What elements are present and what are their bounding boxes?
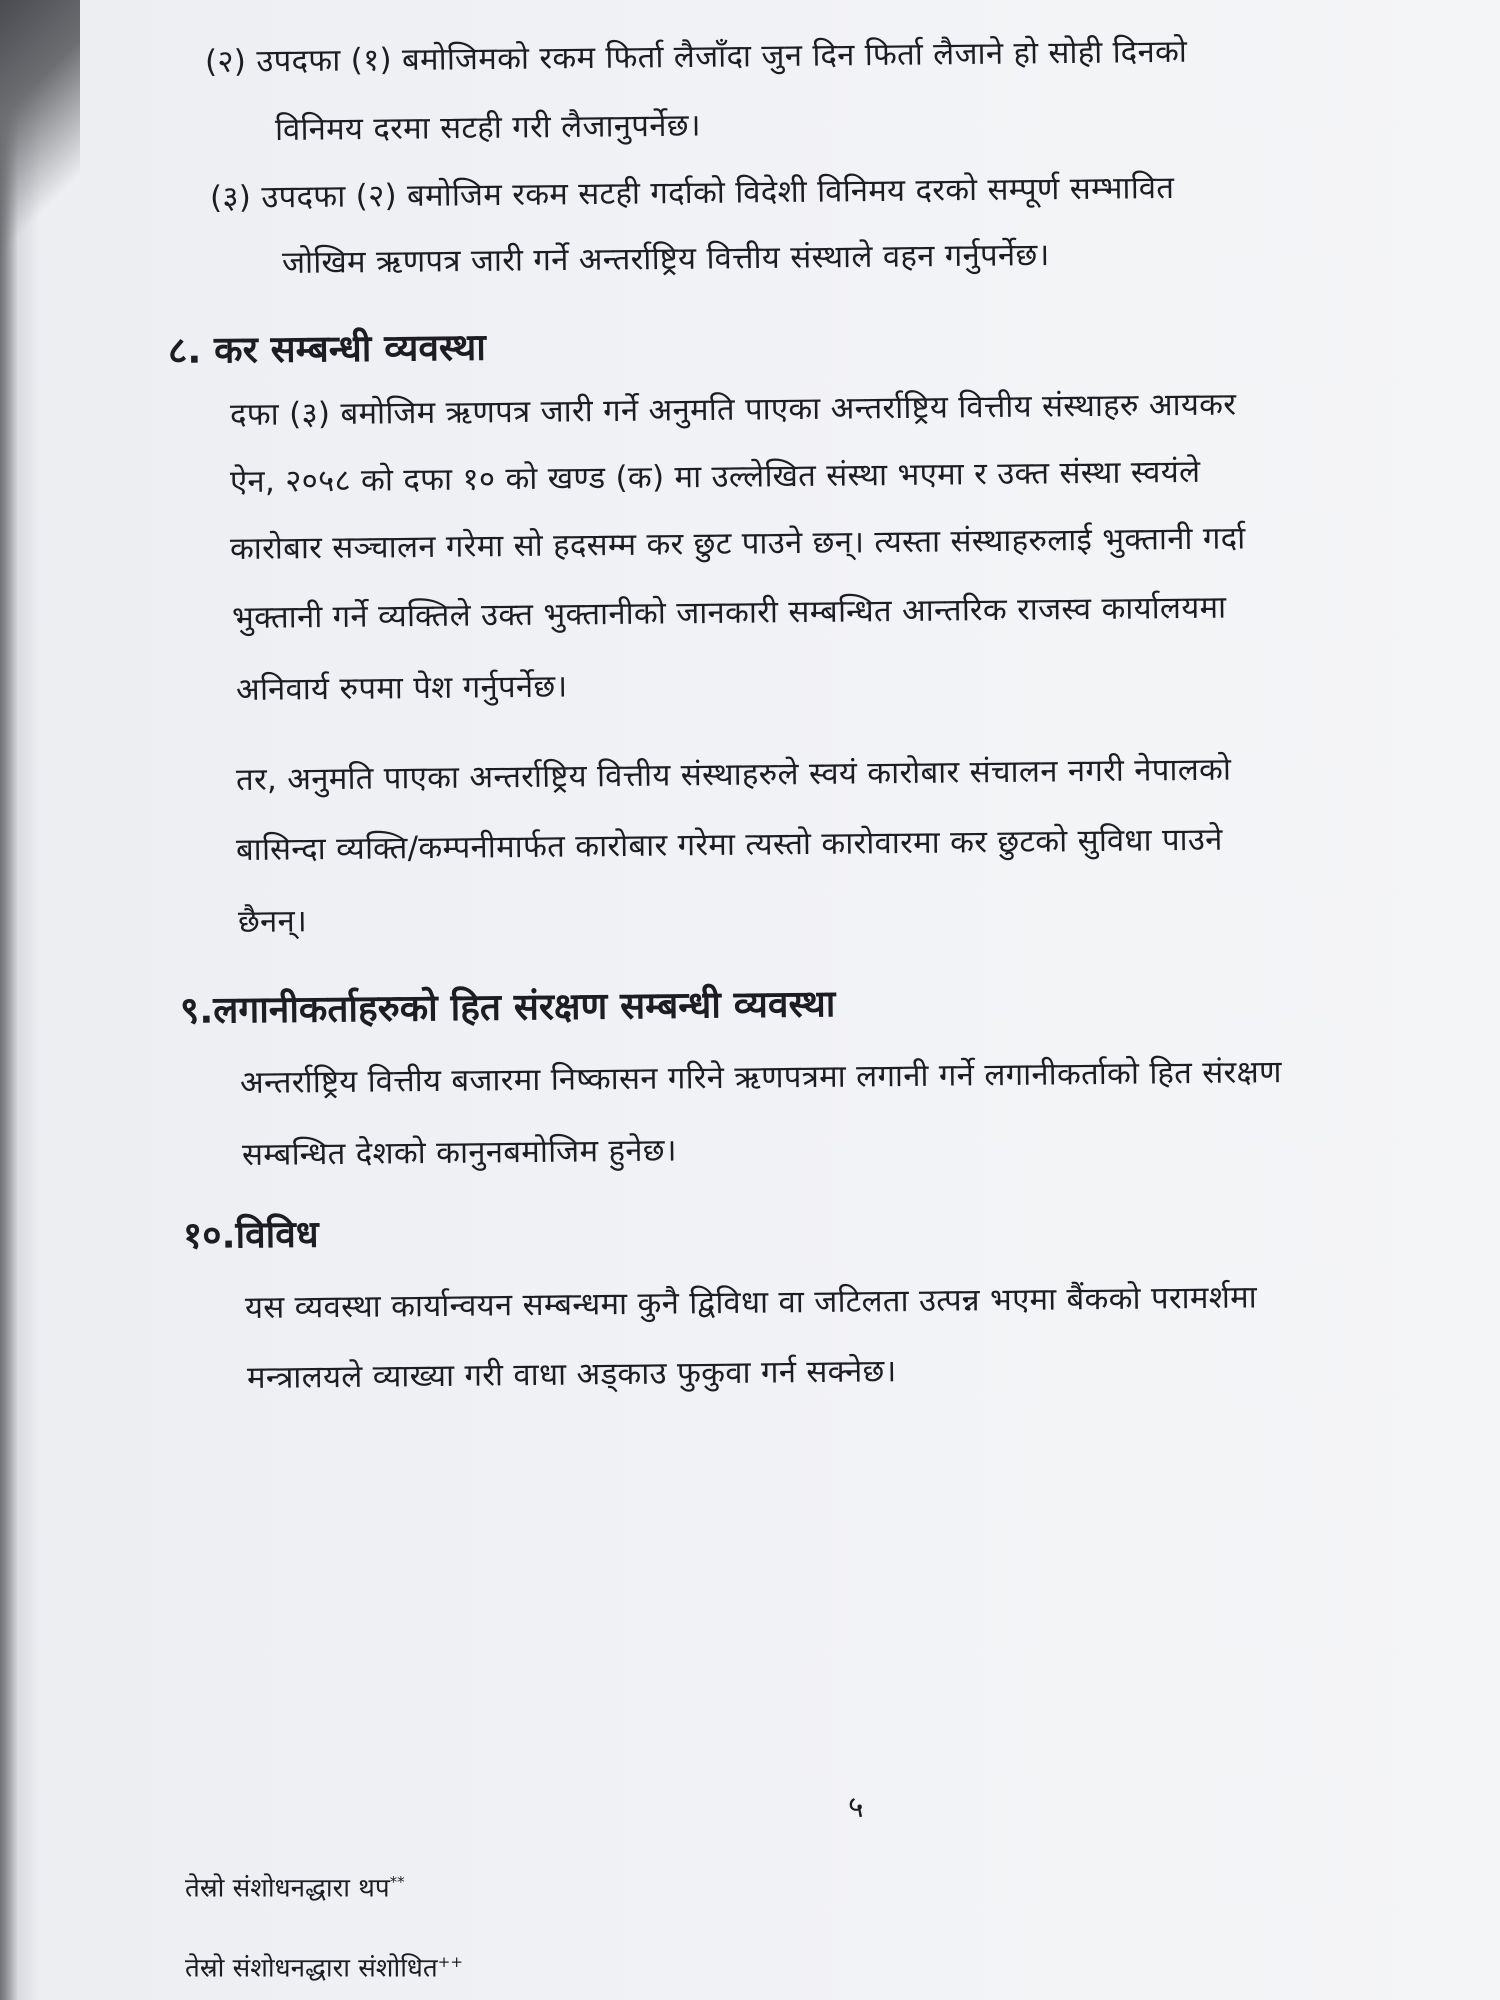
- clause-3-line-2: जोखिम ऋणपत्र जारी गर्ने अन्तर्राष्ट्रिय वित्तीय संस्थाले वहन गर्नुपर्नेछ।: [281, 236, 1050, 281]
- clause-2-line-1: (२) उपदफा (१) बमोजिमको रकम फिर्ता लैजाँदा जुन दिन फिर्ता लैजाने हो सोही दिनको: [204, 33, 1188, 80]
- section-10-para-line-1: यस व्यवस्था कार्यान्वयन सम्बन्धमा कुनै द्विविधा वा जटिलता उत्पन्न भएमा बैंकको परामर्शमा: [244, 1279, 1258, 1326]
- clause-2-line-2: विनिमय दरमा सटही गरी लैजानुपर्नेछ।: [274, 107, 701, 148]
- page-corner-shadow: [0, 0, 80, 260]
- section-9-para-line-1: अन्तर्राष्ट्रिय वित्तीय बजारमा निष्कासन गरिने ऋणपत्रमा लगानी गर्ने लगानीकर्ताको हित संरक्षण: [239, 1054, 1282, 1101]
- footnote-amended: [185, 1945, 463, 1986]
- section-8-para-1-line-4: भुक्तानी गर्ने व्यक्तिले उक्त भुक्तानीको जानकारी सम्बन्धित आन्तरिक राजस्व कार्यालयमा: [231, 589, 1227, 636]
- section-8-para-1-line-5: अनिवार्य रुपमा पेश गर्नुपर्नेछ।: [235, 668, 568, 708]
- footnote-added-text: तेस्रो संशोधनद्धारा थप: [185, 1873, 390, 1904]
- page-number: ५: [848, 1790, 864, 1825]
- section-8-para-1-line-3: कारोबार सञ्चालन गरेमा सो हदसम्म कर छुट पाउने छन्। त्यस्ता संस्थाहरुलाई भुक्तानी गर्दा: [229, 520, 1246, 567]
- section-8-para-2-line-2: बासिन्दा व्यक्ति/कम्पनीमार्फत कारोबार गरेमा त्यस्तो कारोवारमा कर छुटको सुविधा पाउने: [235, 821, 1223, 868]
- footnote-amended-text: तेस्रो संशोधनद्धारा संशोधित: [185, 1953, 438, 1984]
- section-8-para-2-line-3: छैनन्।: [237, 903, 308, 940]
- section-8-para-1-line-1: दफा (३) बमोजिम ऋणपत्र जारी गर्ने अनुमति पाएका अन्तर्राष्ट्रिय वित्तीय संस्थाहरु आयकर: [229, 386, 1237, 433]
- section-8-para-2-line-1: तर, अनुमति पाएका अन्तर्राष्ट्रिय वित्तीय संस्थाहरुले स्वयं कारोबार संचालन नगरी नेपालको: [235, 751, 1232, 798]
- footnote-added: [185, 1865, 405, 1906]
- section-8-para-1-line-2: ऐन, २०५८ को दफा १० को खण्ड (क) मा उल्लेखित संस्था भएमा र उक्त संस्था स्वयंले: [229, 453, 1201, 500]
- section-8-heading: ८. कर सम्बन्धी व्यवस्था: [167, 325, 487, 372]
- section-9-heading: ९.लगानीकर्ताहरुको हित संरक्षण सम्बन्धी व्यवस्था: [179, 982, 836, 1032]
- footnote-amended-marker: ++: [437, 1953, 463, 1971]
- section-9-para-line-2: सम्बन्धित देशको कानुनबमोजिम हुनेछ।: [241, 1132, 678, 1173]
- section-10-para-line-2: मन्त्रालयले व्याख्या गरी वाधा अड्काउ फुकुवा गर्न सक्नेछ।: [246, 1353, 897, 1396]
- footnote-added-marker: **: [389, 1873, 405, 1891]
- clause-3-line-1: (३) उपदफा (२) बमोजिम रकम सटही गर्दाको विदेशी विनिमय दरको सम्पूर्ण सम्भावित: [209, 169, 1175, 216]
- section-10-heading: १०.विविध: [182, 1212, 319, 1257]
